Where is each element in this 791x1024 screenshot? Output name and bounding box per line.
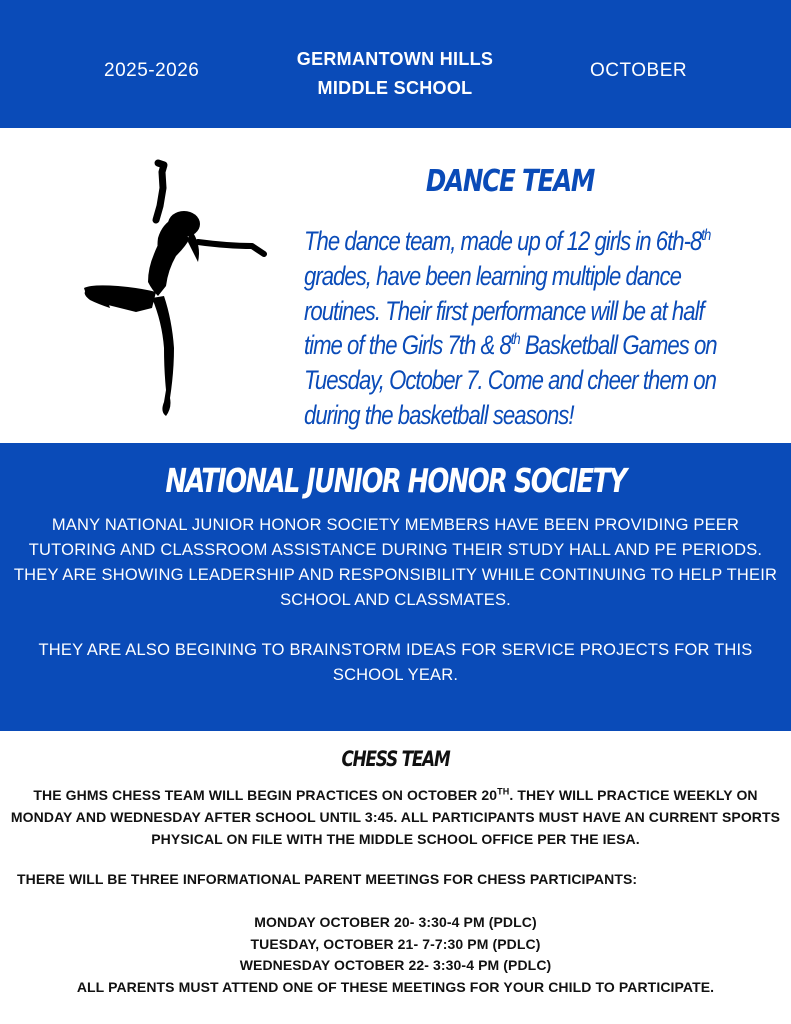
school-year: 2025-2026 — [104, 60, 200, 81]
chess-team-title: CHESS TEAM — [341, 747, 450, 771]
dance-line: grades, have been learning multiple dance — [304, 260, 681, 291]
njhs-title: NATIONAL JUNIOR HONOR SOCIETY — [165, 461, 626, 500]
dance-line: during the basketball seasons! — [304, 399, 574, 430]
dance-team-paragraph — [304, 224, 730, 433]
chess-team-section — [0, 731, 791, 1024]
meeting-item: MONDAY OCTOBER 20- 3:30-4 PM (PDLC) — [254, 914, 537, 930]
dance-line: time of the Girls 7th & 8th Basketball Games on — [304, 330, 717, 361]
dance-line: routines. Their first performance will be at half — [304, 295, 704, 326]
dance-team-title: DANCE TEAM — [425, 164, 595, 199]
njhs-paragraph-1: MANY NATIONAL JUNIOR HONOR SOCIETY MEMBERS HAVE BEEN PROVIDING PEER TUTORING AND CLASSROOM ASSISTANCE DURING THEIR STUDY HALL AND PE PERIODS. THEY ARE SHOWING LEADERSHIP AND RESPONSIBILITY WHILE CONTINUING TO HELP THEIR SCHOOL AND CLASSMATES. — [13, 516, 778, 609]
chess-meetings-list — [0, 912, 791, 998]
chess-paragraph-2: THERE WILL BE THREE INFORMATIONAL PARENT MEETINGS FOR CHESS PARTICIPANTS: — [17, 871, 638, 887]
dance-line: Tuesday, October 7. Come and cheer them on — [304, 365, 716, 396]
dance-line: The dance team, made up of 12 girls in 6th-8th — [304, 226, 711, 256]
njhs-section — [0, 443, 791, 731]
school-name-line-2: MIDDLE SCHOOL — [317, 78, 473, 98]
school-name — [260, 45, 530, 103]
chess-paragraph-1: THE GHMS CHESS TEAM WILL BEGIN PRACTICES ON OCTOBER 20TH. THEY WILL PRACTICE WEEKLY ON MONDAY AND WEDNESDAY AFTER SCHOOL UNTIL 3:45. ALL PARTICIPANTS MUST HAVE AN CURRENT SPORTS PHYSICAL ON FILE WITH THE MIDDLE SCHOOL OFFICE PER THE IESA. — [10, 786, 781, 847]
njhs-paragraph-2: THEY ARE ALSO BEGINING TO BRAINSTORM IDEAS FOR SERVICE PROJECTS FOR THIS SCHOOL YEAR. — [38, 641, 753, 684]
dance-team-section — [0, 128, 791, 443]
header-banner — [0, 0, 791, 128]
dancer-silhouette-icon — [78, 158, 278, 423]
newsletter-month: OCTOBER — [590, 60, 688, 81]
meeting-item: TUESDAY, OCTOBER 21- 7-7:30 PM (PDLC) — [250, 935, 541, 952]
chess-closing-note: ALL PARENTS MUST ATTEND ONE OF THESE MEETINGS FOR YOUR CHILD TO PARTICIPATE. — [76, 978, 715, 995]
meeting-item: WEDNESDAY OCTOBER 22- 3:30-4 PM (PDLC) — [239, 957, 552, 973]
school-name-line-1: GERMANTOWN HILLS — [296, 49, 494, 69]
